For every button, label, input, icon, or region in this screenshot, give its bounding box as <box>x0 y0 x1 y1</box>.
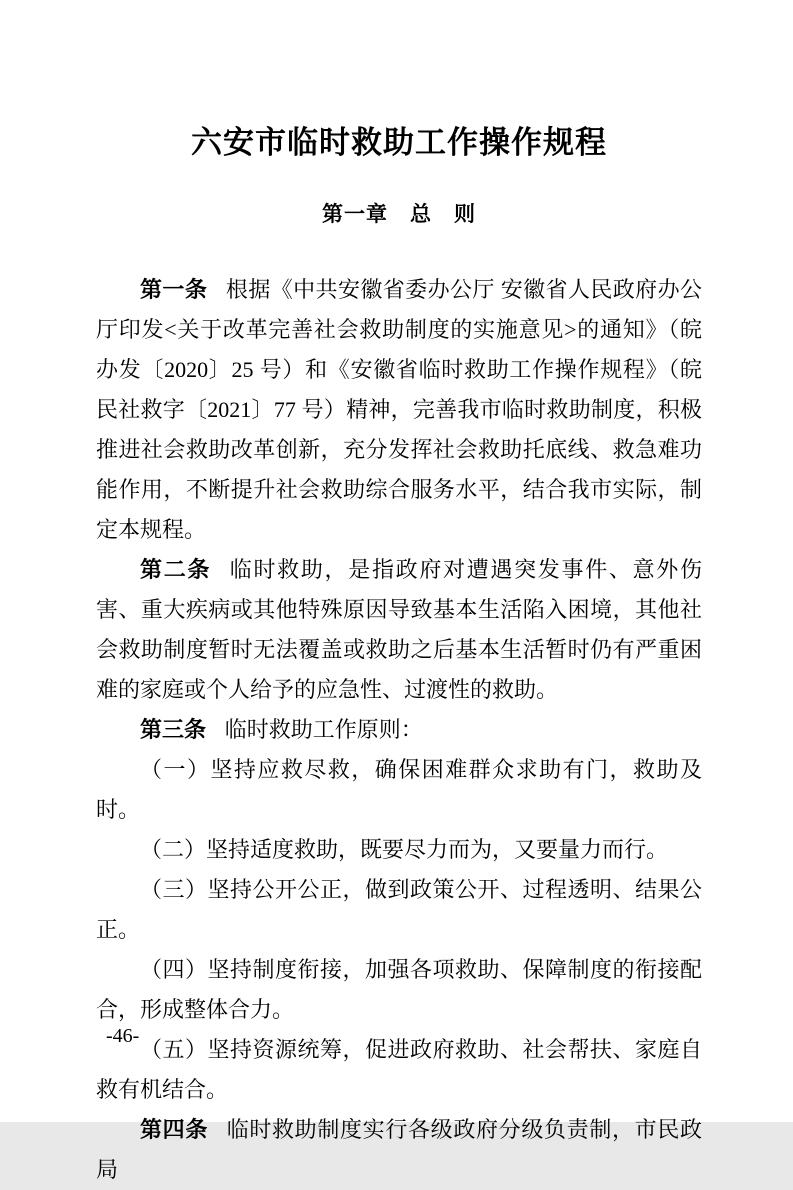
article-item-4 <box>96 950 702 1030</box>
article-number: 第一条 <box>140 277 208 302</box>
article-text: 临时救助制度实行各级政府分级负责制，市民政局 <box>96 1117 702 1182</box>
article-paragraph-4 <box>96 1110 702 1190</box>
article-text: 临时救助工作原则： <box>224 717 423 742</box>
article-number: 第三条 <box>140 717 207 742</box>
article-text: （一）坚持应救尽救，确保困难群众求助有门，救助及时。 <box>96 757 702 822</box>
chapter-heading: 第一章 总 则 <box>322 203 476 226</box>
article-text: 临时救助，是指政府对遭遇突发事件、意外伤害、重大疾病或其他特殊原因导致基本生活陷入困境，其他社会救助制度暂时无法覆盖或救助之后基本生活暂时仍有严重困难的家庭或个人给予的应急性、过渡性的救助。 <box>96 557 702 702</box>
article-item-2 <box>96 830 702 870</box>
article-paragraph-2 <box>96 550 702 710</box>
article-item-1 <box>96 750 702 830</box>
article-item-3 <box>96 870 702 950</box>
article-text: （二）坚持适度救助，既要尽力而为，又要量力而行。 <box>140 837 669 862</box>
document-body <box>96 270 702 1190</box>
article-text: （四）坚持制度衔接，加强各项救助、保障制度的衔接配合，形成整体合力。 <box>96 957 702 1022</box>
document-content <box>96 124 702 1190</box>
article-text: （五）坚持资源统筹，促进政府救助、社会帮扶、家庭自救有机结合。 <box>96 1037 702 1102</box>
article-text: （三）坚持公开公正，做到政策公开、过程透明、结果公正。 <box>96 877 702 942</box>
article-paragraph-3 <box>96 710 702 750</box>
document-title: 六安市临时救助工作操作规程 <box>191 125 607 160</box>
article-paragraph-1 <box>96 270 702 550</box>
article-number: 第二条 <box>140 557 212 582</box>
article-item-5 <box>96 1030 702 1110</box>
article-number: 第四条 <box>140 1117 208 1142</box>
article-text: 根据《中共安徽省委办公厅 安徽省人民政府办公厅印发<关于改革完善社会救助制度的实施意见>的通知》（皖办发〔2020〕25 号）和《安徽省临时救助工作操作规程》（皖民社救字〔2021〕77 号）精神，完善我市临时救助制度，积极推进社会救助改革创新，充分发挥社会救助托底线、救急难功能作用，不断提升社会救助综合服务水平，结合我市实际，制定本规程。 <box>96 277 702 542</box>
page-number: -46- <box>106 1025 140 1047</box>
